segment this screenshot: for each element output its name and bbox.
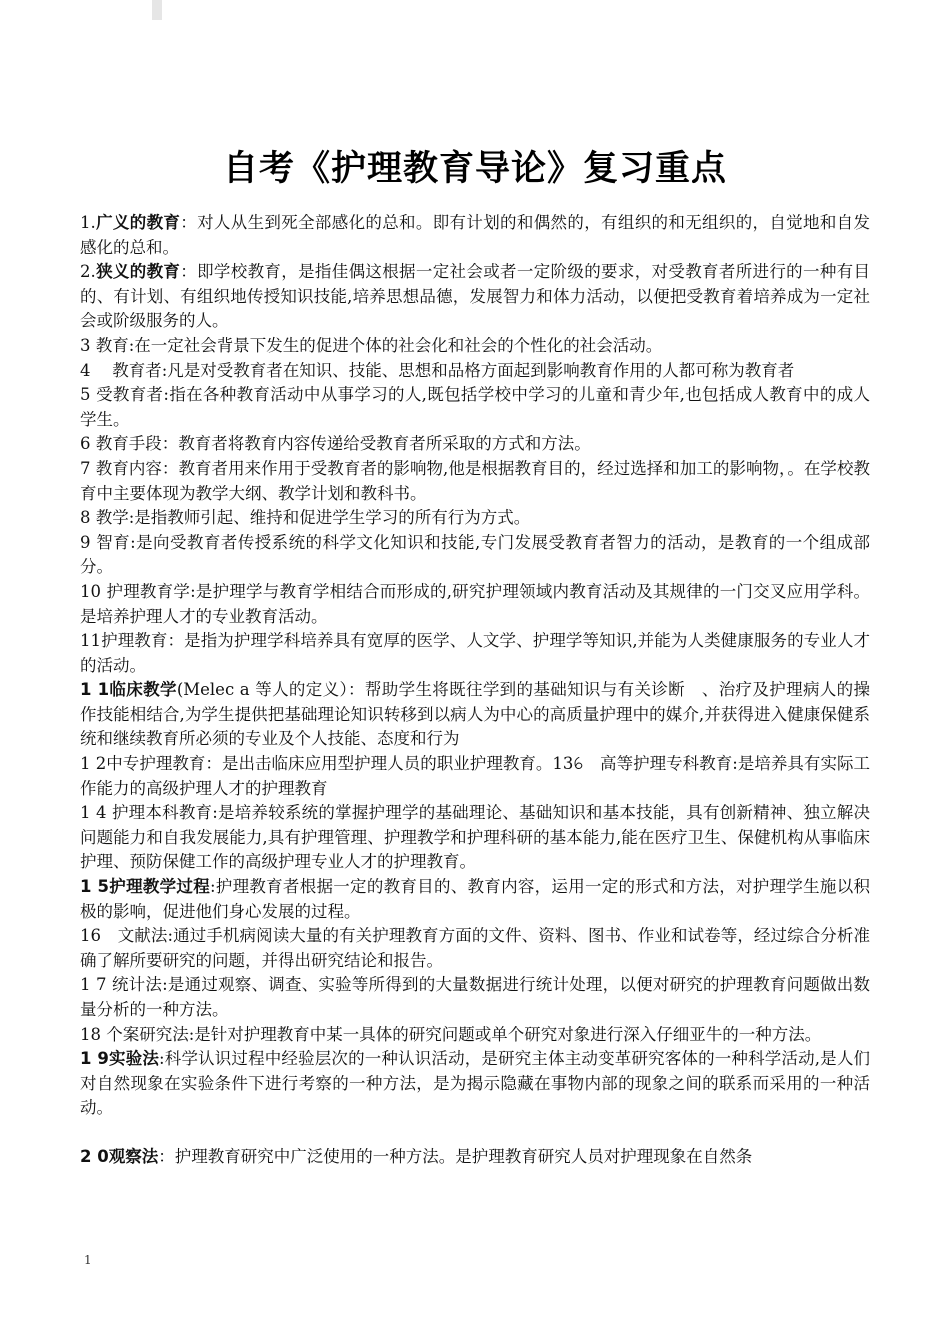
entry-term: 实验法 xyxy=(108,1049,160,1069)
entry-body: 教育:在一定社会背景下发生的促进个体的社会化和社会的个性化的社会活动。 xyxy=(95,335,663,355)
entry-11 xyxy=(80,629,870,678)
entry-number: 4 xyxy=(80,360,113,380)
entry-number: 1 1 xyxy=(80,680,110,700)
entry-number: 1. xyxy=(80,213,96,232)
content-body xyxy=(80,211,870,1170)
entry-10 xyxy=(80,580,870,629)
entry-term: 护理教学过程 xyxy=(109,877,210,897)
entry-number: 16 xyxy=(80,926,118,946)
entry-number: 18 xyxy=(80,1024,107,1044)
paragraph-gap xyxy=(80,1121,870,1145)
entry-7 xyxy=(80,457,870,506)
entry-body: 教育内容：教育者用来作用于受教育者的影响物,他是根据教育目的，经过选择和加工的影响物，。在学校教育中主要体现为教学大纲、教学计划和教科书。 xyxy=(80,458,870,503)
entry-2 xyxy=(80,260,870,334)
entry-body: 教育手段：教育者将教育内容传递给受教育者所采取的方式和方法。 xyxy=(95,434,591,454)
entry-12 xyxy=(80,752,870,801)
entry-body: 个案研究法:是针对护理教育中某一具体的研究问题或单个研究对象进行深入仔细亚牛的一种方法。 xyxy=(106,1024,822,1044)
entry-number: 3 xyxy=(80,335,96,355)
entry-body: 护理教育学:是护理学与教育学相结合而形成的,研究护理领域内教育活动及其规律的一门交叉应用学科。是培养护理人才的专业教育活动。 xyxy=(80,581,870,626)
entry-body: (Melec a 等人的定义）：帮助学生将既往学到的基础知识与有关诊断 、治疗及护理病人的操作技能相结合,为学生提供把基础理论知识转移到以病人为中心的高质量护理中的媒介,并获得进入健康保健系统和继续教育所必须的专业及个人技能、态度和行为 xyxy=(80,680,870,749)
entry-6 xyxy=(80,432,870,457)
entry-number: 1 9 xyxy=(80,1049,109,1069)
entry-number: 1 2 xyxy=(80,754,107,774)
entry-4 xyxy=(80,359,870,384)
entry-17 xyxy=(80,973,870,1022)
entry-number: 5 xyxy=(80,385,97,405)
entry-body: 文献法:通过手机病阅读大量的有关护理教育方面的文件、资料、图书、作业和试卷等，经过综合分析准确了解所要研究的问题，并得出研究结论和报告。 xyxy=(80,926,870,970)
entry-body: ：即学校教育，是指佳偶这根据一定社会或者一定阶级的要求，对受教育者所进行的一种有目的、有计划、有组织地传授知识技能,培养思想品德，发展智力和体力活动，以便把受教育着培养成为一定社会或阶级服务的人。 xyxy=(80,262,871,331)
entry-body: :护理教育者根据一定的教育目的、教育内容，运用一定的形式和方法，对护理学生施以积极的影响，促进他们身心发展的过程。 xyxy=(80,877,870,921)
entry-19 xyxy=(80,1047,870,1121)
entry-number: 1 5 xyxy=(80,877,109,897)
entry-number: 7 xyxy=(80,458,96,478)
entry-body: ：护理教育研究中广泛使用的一种方法。是护理教育研究人员对护理现象在自然条 xyxy=(158,1146,753,1166)
scan-artifact xyxy=(152,0,162,20)
entry-20 xyxy=(80,1145,870,1170)
page-number: 1 xyxy=(84,1253,92,1267)
entry-body: 护理教育：是指为护理学科培养具有宽厚的医学、人文学、护理学等知识,并能为人类健康服务的专业人才的活动。 xyxy=(80,631,870,675)
entry-body: 护理本科教育:是培养较系统的掌握护理学的基础理论、基础知识和基本技能，具有创新精神、独立解决问题能力和自我发展能力,具有护理管理、护理教学和护理科研的基本能力,能在医疗卫生、保健机构从事临床护理、预防保健工作的高级护理专业人才的护理教育。 xyxy=(80,803,870,872)
entry-body: 中专护理教育：是出击临床应用型护理人员的职业护理教育。13ꕃ 高等护理专科教育:是培养具有实际工作能力的高级护理人才的护理教育 xyxy=(80,754,870,798)
entry-term: 观察法 xyxy=(108,1146,159,1166)
entry-number: 11 xyxy=(80,631,101,651)
entry-number: 6 xyxy=(80,434,96,454)
entry-number: 9 xyxy=(80,532,97,552)
entry-16 xyxy=(80,924,870,973)
entry-number: 10 xyxy=(80,581,107,601)
entry-number: 1 7 xyxy=(80,975,112,995)
entry-body: :科学认识过程中经验层次的一种认识活动，是研究主体主动变革研究客体的一种科学活动,是人们对自然现象在实验条件下进行考察的一种方法，是为揭示隐藏在事物内部的现象之间的联系而采用的一种活动。 xyxy=(80,1049,870,1118)
entry-number: 1 4 xyxy=(80,803,112,823)
entry-8 xyxy=(80,506,870,531)
entry-term: 临床教学 xyxy=(109,680,177,700)
entry-number: 8 xyxy=(80,508,96,528)
entry-11b xyxy=(80,678,870,752)
entry-14 xyxy=(80,801,870,875)
entry-body: 统计法:是通过观察、调查、实验等所得到的大量数据进行统计处理，以便对研究的护理教育问题做出数量分析的一种方法。 xyxy=(80,975,870,1019)
entry-15 xyxy=(80,875,870,924)
entry-number: 2 0 xyxy=(80,1146,109,1166)
entry-body: ：对人从生到死全部感化的总和。即有计划的和偶然的，有组织的和无组织的，自觉地和自发感化的总和。 xyxy=(80,213,871,257)
entry-18 xyxy=(80,1023,870,1048)
entry-body: 教育者:凡是对受教育者在知识、技能、思想和品格方面起到影响教育作用的人都可称为教育者 xyxy=(112,360,795,380)
entry-body: 智育:是向受教育者传授系统的科学文化知识和技能,专门发展受教育者智力的活动，是教育的一个组成部分。 xyxy=(80,532,870,577)
entry-term: 广义的教育 xyxy=(95,213,181,232)
entry-5 xyxy=(80,383,870,432)
entry-number: 2. xyxy=(80,262,96,282)
entry-body: 受教育者:指在各种教育活动中从事学习的人,既包括学校中学习的儿童和青少年,也包括成人教育中的成人学生。 xyxy=(80,385,870,429)
entry-1 xyxy=(80,211,870,260)
entry-3 xyxy=(80,334,870,359)
entry-9 xyxy=(80,531,870,580)
entry-term: 狭义的教育 xyxy=(95,262,181,282)
entry-body: 教学:是指教师引起、维持和促进学生学习的所有行为方式。 xyxy=(95,508,531,528)
page-title: 自考《护理教育导论》复习重点 xyxy=(222,149,727,190)
